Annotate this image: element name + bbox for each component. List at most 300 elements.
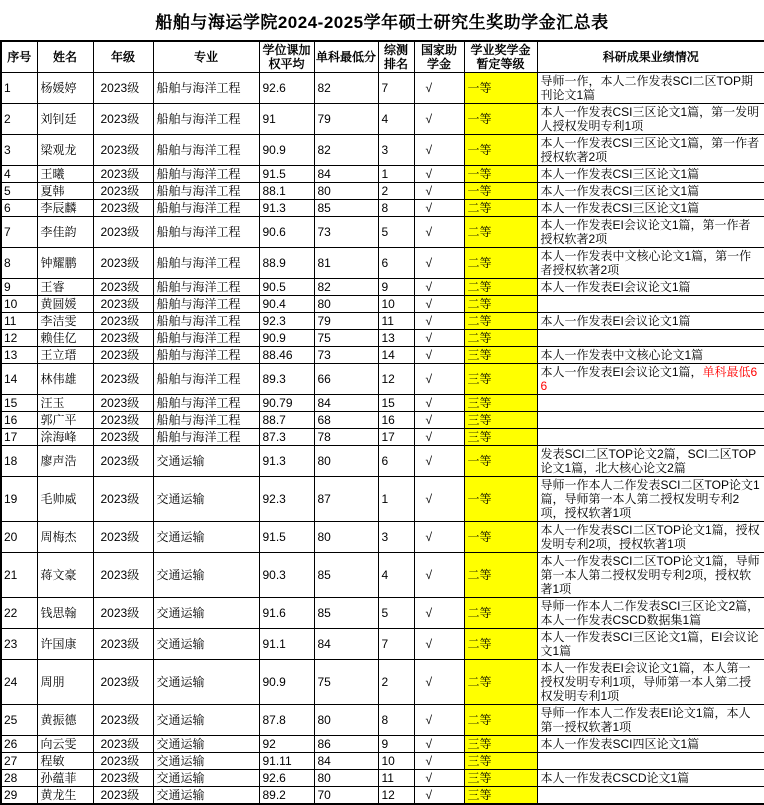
student-name-cell: 周朋 [37,660,93,705]
scholarship-level-cell: 一等 [464,446,537,477]
col-header-grade: 年级 [93,41,153,73]
grade-cell: 2023级 [93,279,153,296]
rank-cell: 3 [378,135,414,166]
col-header-major: 专业 [153,41,259,73]
national-grant-check-cell: √ [414,770,464,787]
table-row [1,412,764,429]
weighted-average-cell: 91.6 [259,598,314,629]
rank-cell: 14 [378,347,414,364]
research-achievements-cell: 本人一作发表EI会议论文1篇，本人第一授权发明专利1项，导师第一本人第二授权发明专利1项 [537,660,764,705]
serial-cell: 5 [1,183,37,200]
rank-cell: 7 [378,73,414,104]
national-grant-check-cell: √ [414,787,464,805]
serial-cell: 7 [1,217,37,248]
col-header-rank: 综测排名 [378,41,414,73]
serial-cell: 19 [1,477,37,522]
grade-cell: 2023级 [93,412,153,429]
student-name-cell: 王睿 [37,279,93,296]
serial-cell: 11 [1,313,37,330]
scholarship-level-cell: 二等 [464,248,537,279]
grade-cell: 2023级 [93,598,153,629]
major-cell: 船舶与海洋工程 [153,279,259,296]
research-achievements-cell [537,330,764,347]
min-score-cell: 82 [314,135,378,166]
national-grant-check-cell: √ [414,217,464,248]
student-name-cell: 周梅杰 [37,522,93,553]
student-name-cell: 郭广平 [37,412,93,429]
student-name-cell: 涂海峰 [37,429,93,446]
min-score-cell: 75 [314,660,378,705]
min-score-cell: 75 [314,330,378,347]
weighted-average-cell: 91.1 [259,629,314,660]
weighted-average-cell: 90.3 [259,553,314,598]
national-grant-check-cell: √ [414,705,464,736]
grade-cell: 2023级 [93,364,153,395]
major-cell: 船舶与海洋工程 [153,330,259,347]
research-achievements-cell: 本人一作发表CSI三区论文1篇 [537,200,764,217]
grade-cell: 2023级 [93,429,153,446]
student-name-cell: 黄圆媛 [37,296,93,313]
serial-cell: 18 [1,446,37,477]
national-grant-check-cell: √ [414,364,464,395]
min-score-cell: 80 [314,705,378,736]
scholarship-level-cell: 一等 [464,73,537,104]
research-achievements-cell: 本人一作发表SCI三区论文1篇，EI会议论文1篇 [537,629,764,660]
scholarship-level-cell: 三等 [464,347,537,364]
alert-red-text: 单科最低66 [540,365,758,393]
serial-cell: 15 [1,395,37,412]
major-cell: 交通运输 [153,705,259,736]
scholarship-level-cell: 二等 [464,660,537,705]
scholarship-level-cell: 三等 [464,753,537,770]
major-cell: 船舶与海洋工程 [153,313,259,330]
major-cell: 船舶与海洋工程 [153,248,259,279]
col-header-min-score: 单科最低分 [314,41,378,73]
major-cell: 交通运输 [153,598,259,629]
rank-cell: 17 [378,429,414,446]
scholarship-level-cell: 一等 [464,477,537,522]
min-score-cell: 80 [314,522,378,553]
student-name-cell: 廖声浩 [37,446,93,477]
major-cell: 交通运输 [153,770,259,787]
weighted-average-cell: 90.9 [259,135,314,166]
header-row [1,41,764,73]
serial-cell: 20 [1,522,37,553]
scholarship-level-cell: 二等 [464,296,537,313]
serial-cell: 27 [1,753,37,770]
national-grant-check-cell: √ [414,598,464,629]
grade-cell: 2023级 [93,477,153,522]
min-score-cell: 80 [314,770,378,787]
scholarship-level-cell: 二等 [464,279,537,296]
research-achievements-cell: 发表SCI二区TOP论文2篇，SCI二区TOP论文1篇，北大核心论文2篇 [537,446,764,477]
min-score-cell: 80 [314,446,378,477]
table-row [1,183,764,200]
research-achievements-cell: 本人一作发表CSI三区论文1篇 [537,166,764,183]
rank-cell: 12 [378,364,414,395]
serial-cell: 10 [1,296,37,313]
weighted-average-cell: 89.2 [259,787,314,805]
weighted-average-cell: 87.8 [259,705,314,736]
research-achievements-cell: 导师一作本人二作发表SCI二区TOP论文1篇，导师第一本人第二授权发明专利2项，授权软著1项 [537,477,764,522]
grade-cell: 2023级 [93,522,153,553]
page-title: 船舶与海运学院2024-2025学年硕士研究生奖助学金汇总表 [155,13,609,32]
table-row [1,200,764,217]
weighted-average-cell: 90.6 [259,217,314,248]
national-grant-check-cell: √ [414,660,464,705]
min-score-cell: 79 [314,104,378,135]
serial-cell: 26 [1,736,37,753]
table-row [1,330,764,347]
rank-cell: 9 [378,736,414,753]
rank-cell: 5 [378,217,414,248]
research-achievements-cell: 本人一作发表CSI三区论文1篇，第一作者授权软著2项 [537,135,764,166]
major-cell: 船舶与海洋工程 [153,395,259,412]
rank-cell: 9 [378,279,414,296]
grade-cell: 2023级 [93,200,153,217]
national-grant-check-cell: √ [414,248,464,279]
major-cell: 船舶与海洋工程 [153,412,259,429]
student-name-cell: 王曦 [37,166,93,183]
weighted-average-cell: 90.79 [259,395,314,412]
grade-cell: 2023级 [93,313,153,330]
table-row [1,395,764,412]
grade-cell: 2023级 [93,660,153,705]
national-grant-check-cell: √ [414,73,464,104]
min-score-cell: 80 [314,183,378,200]
weighted-average-cell: 91.5 [259,166,314,183]
student-name-cell: 蒋文豪 [37,553,93,598]
table-row [1,296,764,313]
major-cell: 船舶与海洋工程 [153,200,259,217]
student-name-cell: 刘钊廷 [37,104,93,135]
grade-cell: 2023级 [93,73,153,104]
rank-cell: 6 [378,446,414,477]
table-row [1,135,764,166]
national-grant-check-cell: √ [414,412,464,429]
national-grant-check-cell: √ [414,553,464,598]
national-grant-check-cell: √ [414,166,464,183]
min-score-cell: 84 [314,629,378,660]
table-row [1,477,764,522]
scholarship-level-cell: 一等 [464,522,537,553]
weighted-average-cell: 88.7 [259,412,314,429]
serial-cell: 23 [1,629,37,660]
major-cell: 交通运输 [153,629,259,660]
grade-cell: 2023级 [93,395,153,412]
grade-cell: 2023级 [93,553,153,598]
student-name-cell: 赖佳亿 [37,330,93,347]
scholarship-level-cell: 三等 [464,429,537,446]
scholarship-level-cell: 二等 [464,200,537,217]
major-cell: 船舶与海洋工程 [153,135,259,166]
major-cell: 船舶与海洋工程 [153,364,259,395]
grade-cell: 2023级 [93,183,153,200]
student-name-cell: 夏韩 [37,183,93,200]
table-row [1,217,764,248]
national-grant-check-cell: √ [414,296,464,313]
research-achievements-cell: 本人一作发表CSI三区论文1篇 [537,183,764,200]
scholarship-level-cell: 一等 [464,135,537,166]
table-row [1,429,764,446]
table-row [1,248,764,279]
table-row [1,629,764,660]
serial-cell: 28 [1,770,37,787]
weighted-average-cell: 90.5 [259,279,314,296]
scholarship-level-cell: 二等 [464,330,537,347]
research-achievements-cell [537,787,764,805]
weighted-average-cell: 92 [259,736,314,753]
table-row [1,787,764,805]
weighted-average-cell: 91.3 [259,446,314,477]
table-row [1,73,764,104]
major-cell: 交通运输 [153,477,259,522]
student-name-cell: 林伟雄 [37,364,93,395]
student-name-cell: 李洁雯 [37,313,93,330]
table-row [1,364,764,395]
min-score-cell: 85 [314,598,378,629]
table-body [1,73,764,805]
rank-cell: 5 [378,598,414,629]
grade-cell: 2023级 [93,446,153,477]
weighted-average-cell: 91.5 [259,522,314,553]
table-row [1,279,764,296]
table-row [1,770,764,787]
rank-cell: 7 [378,629,414,660]
student-name-cell: 程敏 [37,753,93,770]
grade-cell: 2023级 [93,770,153,787]
research-achievements-cell: 本人一作发表中文核心论文1篇，第一作者授权软著2项 [537,248,764,279]
scholarship-level-cell: 三等 [464,364,537,395]
research-achievements-cell [537,753,764,770]
min-score-cell: 79 [314,313,378,330]
table-row [1,446,764,477]
major-cell: 船舶与海洋工程 [153,347,259,364]
min-score-cell: 82 [314,279,378,296]
serial-cell: 6 [1,200,37,217]
table-row [1,753,764,770]
student-name-cell: 王立瑨 [37,347,93,364]
serial-cell: 4 [1,166,37,183]
research-achievements-cell: 本人一作发表EI会议论文1篇，第一作者授权软著2项 [537,217,764,248]
student-name-cell: 钟耀鹏 [37,248,93,279]
research-achievements-cell: 本人一作发表SCI二区TOP论文1篇，导师第一本人第二授权发明专利2项，授权软著1项 [537,553,764,598]
col-header-serial: 序号 [1,41,37,73]
grade-cell: 2023级 [93,705,153,736]
rank-cell: 6 [378,248,414,279]
national-grant-check-cell: √ [414,446,464,477]
scholarship-level-cell: 二等 [464,553,537,598]
rank-cell: 2 [378,660,414,705]
weighted-average-cell: 92.3 [259,313,314,330]
min-score-cell: 81 [314,248,378,279]
major-cell: 船舶与海洋工程 [153,217,259,248]
grade-cell: 2023级 [93,166,153,183]
grade-cell: 2023级 [93,296,153,313]
grade-cell: 2023级 [93,104,153,135]
major-cell: 船舶与海洋工程 [153,296,259,313]
serial-cell: 24 [1,660,37,705]
research-achievements-cell: 本人一作发表中文核心论文1篇 [537,347,764,364]
serial-cell: 14 [1,364,37,395]
rank-cell: 8 [378,200,414,217]
grade-cell: 2023级 [93,135,153,166]
research-achievements-cell: 导师一作本人二作发表EI论文1篇，本人第一授权软著1项 [537,705,764,736]
rank-cell: 1 [378,166,414,183]
rank-cell: 15 [378,395,414,412]
min-score-cell: 84 [314,395,378,412]
national-grant-check-cell: √ [414,629,464,660]
table-row [1,660,764,705]
weighted-average-cell: 88.1 [259,183,314,200]
weighted-average-cell: 87.3 [259,429,314,446]
student-name-cell: 李辰麟 [37,200,93,217]
serial-cell: 21 [1,553,37,598]
major-cell: 船舶与海洋工程 [153,166,259,183]
min-score-cell: 85 [314,553,378,598]
research-achievements-cell [537,296,764,313]
col-header-national-grant: 国家助学金 [414,41,464,73]
rank-cell: 10 [378,296,414,313]
scholarship-level-cell: 二等 [464,705,537,736]
national-grant-check-cell: √ [414,429,464,446]
serial-cell: 2 [1,104,37,135]
major-cell: 交通运输 [153,446,259,477]
national-grant-check-cell: √ [414,522,464,553]
major-cell: 交通运输 [153,736,259,753]
min-score-cell: 70 [314,787,378,805]
serial-cell: 29 [1,787,37,805]
weighted-average-cell: 89.3 [259,364,314,395]
national-grant-check-cell: √ [414,753,464,770]
grade-cell: 2023级 [93,248,153,279]
research-achievements-cell [537,429,764,446]
table-row [1,166,764,183]
min-score-cell: 66 [314,364,378,395]
major-cell: 船舶与海洋工程 [153,183,259,200]
min-score-cell: 84 [314,753,378,770]
scholarship-level-cell: 三等 [464,395,537,412]
student-name-cell: 梁观龙 [37,135,93,166]
col-header-name: 姓名 [37,41,93,73]
research-achievements-cell: 本人一作发表EI会议论文1篇 [537,313,764,330]
scholarship-level-cell: 一等 [464,166,537,183]
research-achievements-cell: 本人一作发表CSI三区论文1篇，第一发明人授权发明专利1项 [537,104,764,135]
table-row [1,705,764,736]
scholarship-level-cell: 三等 [464,787,537,805]
rank-cell: 2 [378,183,414,200]
serial-cell: 16 [1,412,37,429]
national-grant-check-cell: √ [414,477,464,522]
major-cell: 交通运输 [153,553,259,598]
serial-cell: 22 [1,598,37,629]
national-grant-check-cell: √ [414,200,464,217]
col-header-weighted-average: 学位课加权平均 [259,41,314,73]
table-row [1,522,764,553]
grade-cell: 2023级 [93,347,153,364]
research-achievements-cell: 本人一作发表EI会议论文1篇，单科最低66 [537,364,764,395]
grade-cell: 2023级 [93,787,153,805]
major-cell: 船舶与海洋工程 [153,429,259,446]
table-row [1,553,764,598]
weighted-average-cell: 90.4 [259,296,314,313]
rank-cell: 12 [378,787,414,805]
rank-cell: 11 [378,313,414,330]
rank-cell: 4 [378,104,414,135]
col-header-scholarship-level: 学业奖学金暂定等级 [464,41,537,73]
serial-cell: 8 [1,248,37,279]
scholarship-level-cell: 三等 [464,412,537,429]
serial-cell: 3 [1,135,37,166]
min-score-cell: 80 [314,296,378,313]
student-name-cell: 孙蕴菲 [37,770,93,787]
major-cell: 交通运输 [153,753,259,770]
research-achievements-cell: 本人一作发表SCI二区TOP论文1篇，授权发明专利2项，授权软著1项 [537,522,764,553]
min-score-cell: 82 [314,73,378,104]
national-grant-check-cell: √ [414,279,464,296]
grade-cell: 2023级 [93,629,153,660]
scholarship-level-cell: 二等 [464,217,537,248]
grade-cell: 2023级 [93,330,153,347]
research-achievements-cell [537,412,764,429]
rank-cell: 11 [378,770,414,787]
table-row [1,736,764,753]
min-score-cell: 73 [314,347,378,364]
student-name-cell: 毛帅威 [37,477,93,522]
min-score-cell: 86 [314,736,378,753]
weighted-average-cell: 91.3 [259,200,314,217]
student-name-cell: 向云雯 [37,736,93,753]
rank-cell: 13 [378,330,414,347]
national-grant-check-cell: √ [414,135,464,166]
weighted-average-cell: 90.9 [259,330,314,347]
grade-cell: 2023级 [93,753,153,770]
national-grant-check-cell: √ [414,183,464,200]
student-name-cell: 汪玉 [37,395,93,412]
scholarship-level-cell: 一等 [464,104,537,135]
scholarship-level-cell: 三等 [464,770,537,787]
national-grant-check-cell: √ [414,347,464,364]
table-row [1,104,764,135]
weighted-average-cell: 90.9 [259,660,314,705]
major-cell: 交通运输 [153,660,259,705]
rank-cell: 8 [378,705,414,736]
research-achievements-cell: 导师一作，本人二作发表SCI二区TOP期刊论文1篇 [537,73,764,104]
grade-cell: 2023级 [93,736,153,753]
major-cell: 交通运输 [153,787,259,805]
min-score-cell: 85 [314,200,378,217]
student-name-cell: 李佳韵 [37,217,93,248]
table-row [1,347,764,364]
col-header-research: 科研成果业绩情况 [537,41,764,73]
rank-cell: 4 [378,553,414,598]
weighted-average-cell: 92.6 [259,770,314,787]
weighted-average-cell: 88.9 [259,248,314,279]
scholarship-summary-table [0,40,764,805]
national-grant-check-cell: √ [414,395,464,412]
student-name-cell: 黄龙生 [37,787,93,805]
table-row [1,598,764,629]
weighted-average-cell: 92.6 [259,73,314,104]
research-achievements-cell: 本人一作发表SCI四区论文1篇 [537,736,764,753]
research-achievements-cell: 本人一作发表EI会议论文1篇 [537,279,764,296]
min-score-cell: 87 [314,477,378,522]
major-cell: 船舶与海洋工程 [153,73,259,104]
rank-cell: 16 [378,412,414,429]
serial-cell: 1 [1,73,37,104]
national-grant-check-cell: √ [414,330,464,347]
student-name-cell: 杨媛婷 [37,73,93,104]
